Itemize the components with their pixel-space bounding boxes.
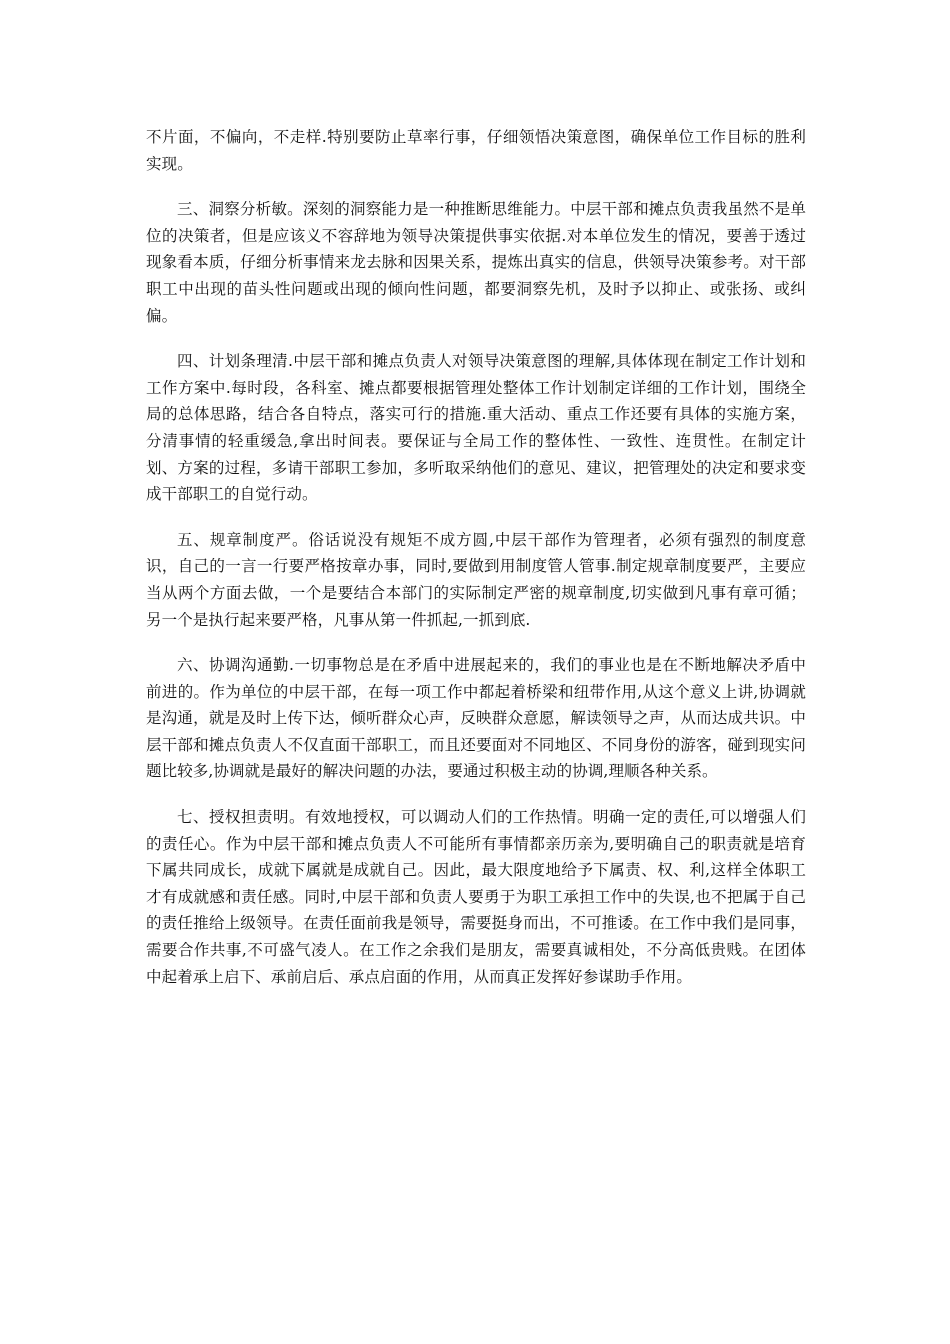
paragraph-planning: 四、计划条理清.中层干部和摊点负责人对领导决策意图的理解,具体体现在制定工作计划和工作方案中.每时段，各科室、摊点都要根据管理处整体工作计划制定详细的工作计划，围绕全局的总体思路，结合各自特点，落实可行的措施.重大活动、重点工作还要有具体的实施方案，分清事情的轻重缓急,拿出时间表。要保证与全局工作的整体性、一致性、连贯性。在制定计划、方案的过程，多请干部职工参加，多听取采纳他们的意见、建议，把管理处的决定和要求变成干部职工的自觉行动。 (146, 352, 806, 504)
document-body (146, 124, 806, 1009)
paragraph-rules-regulations: 五、规章制度严。俗话说没有规矩不成方圆,中层干部作为管理者，必须有强烈的制度意识，自己的一言一行要严格按章办事，同时,要做到用制度管人管事.制定规章制度要严，主要应当从两个方面去做，一个是要结合本部门的实际制定严密的规章制度,切实做到凡事有章可循；另一个是执行起来要严格，凡事从第一件抓起,一抓到底. (146, 530, 806, 629)
paragraph-delegation: 七、授权担责明。有效地授权，可以调动人们的工作热情。明确一定的责任,可以增强人们的责任心。作为中层干部和摊点负责人不可能所有事情都亲历亲为,要明确自己的职责就是培育下属共同成长，成就下属就是成就自己。因此，最大限度地给予下属责、权、利,这样全体职工才有成就感和责任感。同时,中层干部和负责人要勇于为职工承担工作中的失误,也不把属于自己的责任推给上级领导。在责任面前我是领导，需要挺身而出，不可推诿。在工作中我们是同事，需要合作共事,不可盛气凌人。在工作之余我们是朋友，需要真诚相处，不分高低贵贱。在团体中起着承上启下、承前启后、承点启面的作用，从而真正发挥好参谋助手作用。 (146, 808, 806, 986)
paragraph-insight-analysis: 三、洞察分析敏。深刻的洞察能力是一种推断思维能力。中层干部和摊点负责我虽然不是单位的决策者，但是应该义不容辞地为领导决策提供事实依据.对本单位发生的情况，要善于透过现象看本质，仔细分析事情来龙去脉和因果关系，提炼出真实的信息，供领导决策参考。对干部职工中出现的苗头性问题或出现的倾向性问题，都要洞察先机，及时予以抑止、或张扬、或纠偏。 (146, 200, 806, 325)
paragraph-continuation: 不片面，不偏向，不走样.特别要防止草率行事，仔细领悟决策意图，确保单位工作目标的胜利实现。 (146, 128, 806, 173)
paragraph-coordination: 六、协调沟通勤.一切事物总是在矛盾中进展起来的，我们的事业也是在不断地解决矛盾中前进的。作为单位的中层干部，在每一项工作中都起着桥梁和纽带作用,从这个意义上讲,协调就是沟通，就是及时上传下达，倾听群众心声，反映群众意愿，解读领导之声，从而达成共识。中层干部和摊点负责人不仅直面干部职工，而且还要面对不同地区、不同身份的游客，碰到现实问题比较多,协调就是最好的解决问题的办法，要通过积极主动的协调,理顺各种关系。 (146, 656, 806, 781)
